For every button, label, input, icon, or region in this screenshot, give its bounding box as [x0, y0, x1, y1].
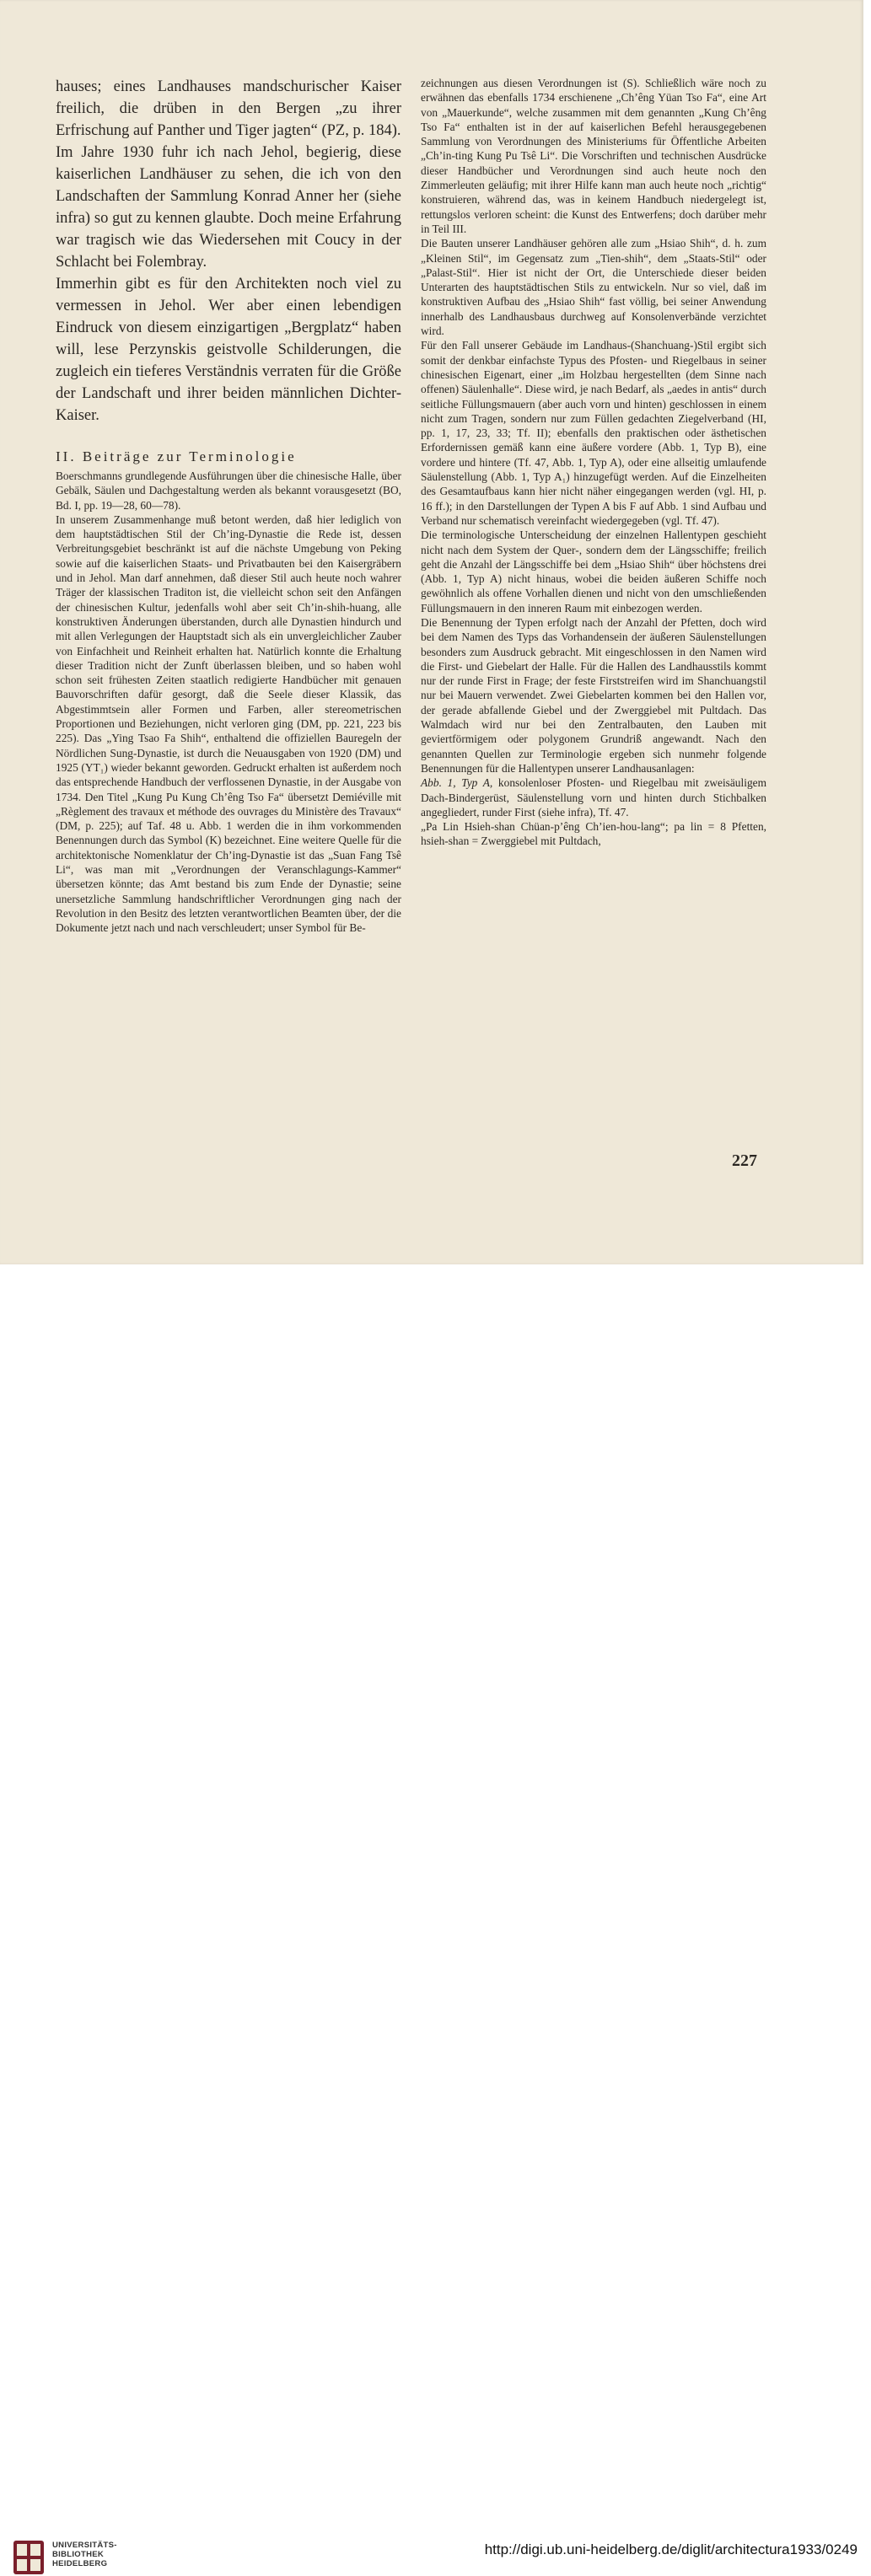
right-column: [421, 76, 766, 849]
intro-paragraph-3: Immerhin gibt es für den Architekten noch viel zu vermessen in Jehol. Wer aber einen lebendigen Eindruck von diesem einzigartigen „Bergplatz“ haben will, lese Perzynskis geistvolle Schilderungen, die zugleich ein tieferes Verständnis verraten für die Größe der Landschaft und ihrer beiden männlichen Dichter-Kaiser.: [56, 276, 401, 424]
body-paragraph: Boerschmanns grundlegende Ausführungen über die chinesische Halle, über Gebälk, Säulen und Dachgestaltung werden als bekannt vorausgesetzt (BO, Bd. I, pp. 19—28, 60—78).: [56, 470, 401, 512]
source-url-link[interactable]: http://digi.ub.uni-heidelberg.de/diglit/architectura1933/0249: [484, 2541, 858, 2557]
body-paragraph: Die terminologische Unterscheidung der einzelnen Hallentypen geschieht nicht nach dem System der Quer-, sondern dem der Längsschiffe; freilich geht die Anzahl der Längsschiffe bei dem „Hsiao Shih“ über höchstens drei (Abb. 1, Typ A) nicht hinaus, wobei die beiden äußeren Schiffe noch gewöhnlich als offene Vorhallen dienen und nicht von den umschließenden Füllungsmauern in den inneren Raum mit einbezogen werden.: [421, 529, 766, 614]
university-seal-icon: [12, 2539, 46, 2576]
intro-paragraph-2: Im Jahre 1930 fuhr ich nach Jehol, begierig, diese kaiserlichen Landhäuser zu sehen, die ich von den Landschaften der Sammlung Konrad Anner her (siehe infra) so gut zu kennen glaubte. Doch meine Erfahrung war tragisch wie das Wiedersehen mit Coucy in der Schlacht bei Folembray.: [56, 144, 401, 271]
body-paragraph: Die Bauten unserer Landhäuser gehören alle zum „Hsiao Shih“, d. h. zum „Kleinen Stil“, im Gegensatz zum „Tien-shih“, dem „Staats-Stil“ oder „Palast-Stil“. Hier ist nicht der Ort, die Unterschiede dieser beiden Unterarten des hauptstädtischen Stils zu entwickeln. Nur so viel, daß im konstruktiven Aufbau des „Hsiao Shih“ fast völlig, bei seiner Anwendung innerhalb des Landhausbaus durchweg auf Konsolenverbände verzichtet wird.: [421, 237, 766, 338]
left-column: [56, 76, 401, 936]
figure-label: Abb. 1, Typ A,: [421, 776, 493, 790]
body-paragraph: „Pa Lin Hsieh-shan Chüan-p’êng Ch’ien-hou-lang“; pa lin = 8 Pfetten, hsieh-shan = Zwerggiebel mit Pultdach,: [421, 820, 766, 848]
body-paragraph: zeichnungen aus diesen Verordnungen ist (S). Schließlich wäre noch zu erwähnen das ebenfalls 1734 erschienene „Ch’êng Yüan Tso Fa“, eine Art von „Mauerkunde“, welche zusammen mit dem genannten „Kung Ch’êng Tso Fa“ enthalten ist in der auf kaiserlichen Befehl herausgegebenen Sammlung von Verordnungen des Ministeriums für Öffentliche Arbeiten „Ch’in-ting Kung Pu Tsê Li“. Die Vorschriften und technischen Ausdrücke dieser Handbücher und Verordnungen sind auch heute noch den Zimmerleuten geläufig; mit ihrer Hilfe kann man auch heute noch „richtig“ konstruieren, während das, was in keinem Handbuch niedergelegt ist, rettungslos verloren scheint: die Kunst des Entwerfens; doch darüber mehr in Teil III.: [421, 77, 766, 235]
footer-bar: [0, 1264, 871, 2568]
figure-description: konsolenloser Pfosten- und Riegelbau mit zweisäuligem Dach-Bindergerüst, Säulenstellung vorn und hinten durch Stichbalken angegliedert, runder First (siehe infra), Tf. 47.: [421, 776, 767, 818]
page-number: 227: [732, 1151, 757, 1170]
body-paragraph: Die Benennung der Typen erfolgt nach der Anzahl der Pfetten, doch wird bei dem Namen des Typs das Vorhandensein der äußeren Säulenstellungen besonders zum Ausdruck gebracht. Mit eingeschlossen in den Namen wird die First- und Giebelart der Halle. Für die Hallen des Landhausstils kommt nur der runde First in Frage; der feste Firststreifen wird im Shanchuangstil nur bei Mauern verwendet. Zwei Giebelarten kommen bei den Hallen vor, der gerade abfallende Giebel und der Zwerggiebel mit Pultdach. Das Walmdach wird nur bei den Zentralbauten, den Lauben mit geviertförmigem oder polygonem Grundriß angewandt. Nach den genannten Quellen zur Terminologie ergeben sich nunmehr folgende Benennungen für die Hallentypen unserer Landhausanlagen:: [421, 615, 766, 775]
section-heading: II. Beiträge zur Terminologie: [56, 448, 297, 464]
figure-reference-paragraph: [421, 775, 766, 819]
scanned-page: [0, 0, 863, 1264]
intro-paragraph-1: hauses; eines Landhauses mandschurischer Kaiser freilich, die drüben in den Bergen „zu ihrer Erfrischung auf Panther und Tiger jagten“ (PZ, p. 184).: [56, 78, 401, 139]
body-paragraph: Für den Fall unserer Gebäude im Landhaus-(Shanchuang-)Stil ergibt sich somit der denkbar einfachste Typus des Pfosten- und Riegelbaus in seiner chinesischen Eigenart, einer „im Holzbau hergestellten (dem Sinne nach offenen) Säulenhalle“. Diese wird, je nach Bedarf, als „aedes in antis“ durch seitliche Füllungsmauern (aber auch vorn und hinten) geschlossen in einem nicht zum Tragen, sondern nur zum Füllen gedachten Ziegelverband (HI, pp. 1, 17, 23, 33; Tf. II); ebenfalls den praktischen oder ästhetischen Erfordernissen gemäß kann eine äußere vordere (Abb. 1, Typ B), eine vordere und hintere (Tf. 47, Abb. 1, Typ A), oder eine allseitig umlaufende Säulenstellung (Abb. 1, Typ A₁) hinzugefügt werden. Auf die Einzelheiten des Gesamtaufbaus kann hier nicht näher eingegangen werden (vgl. HI, p. 16 ff.); in den Darstellungen der Typen A bis F auf Abb. 1 sind Aufbau und Verband nur schematisch vereinfacht wiedergegeben (vgl. Tf. 47).: [421, 339, 766, 527]
body-paragraph: In unserem Zusammenhange muß betont werden, daß hier lediglich von dem hauptstädtischen Stil der Ch’ing-Dynastie die Rede ist, dessen Verbreitungsgebiet beschränkt ist auf die nächste Umgebung von Peking sowie auf die kaiserlichen Staats- und Privatbauten bei den Kaisergräbern und in Jehol. Man darf annehmen, daß dieser Stil auch heute noch wahrer Träger der klassischen Traditon ist, die vielleicht schon seit den Anfängen der chinesischen Kultur, jedenfalls wohl aber seit Ch’in-shih-huang, alle konstruktiven Änderungen überstanden, durch alle Dynastien hindurch und mit allen Verlegungen der Hauptstadt sich als ein unvergleichlicher Zauber von Einfachheit und Reinheit erhalten hat. Natürlich konnte die Erhaltung dieser Tradition nicht der Zunft überlassen bleiben, und so haben wohl schon seit frühesten Zeiten staatlich redigierte Handbücher mit genauen Bauvorschriften dafür gesorgt, daß die Seele dieser Klassik, das Abgestimmtsein aller Formen und Farben, aller stereometrischen Proportionen und Beziehungen, nicht verloren ging (DM, pp. 221, 223 bis 225). Das „Ying Tsao Fa Shih“, enthaltend die offiziellen Bauregeln der Nördlichen Sung-Dynastie, ist durch die Neuausgaben von 1920 (DM) und 1925 (YT₁) wieder bekannt geworden. Gedruckt erhalten ist außerdem noch das entsprechende Handbuch der verflossenen Dynastie, in der Ausgabe von 1734. Den Titel „Kung Pu Kung Ch’êng Tso Fa“ übersetzt Demiéville mit „Règlement des travaux et méthode des ouvrages du Ministère des Travaux“ (DM, p. 225); auf Taf. 48 u. Abb. 1 werden die in ihm vorkommenden Benennungen durch das Symbol (K) bezeichnet. Eine weitere Quelle für die architektonische Nomenklatur der Ch’ing-Dynastie ist das „Suan Fang Tsê Li“, was man mit „Verordnungen der Veranschlagungs-Kammer“ übersetzen könnte; das Amt bestand bis zum Ende der Dynastie; seine unersetzliche Sammlung handschriftlicher Verordnungen ging nach der Revolution in den Besitz des letzten verantwortlichen Beamten über, der die Dokumente jetzt nach und nach verschleudert; unser Symbol für Be-: [56, 513, 401, 935]
library-name: UNIVERSITÄTS- BIBLIOTHEK HEIDELBERG: [52, 2541, 117, 2568]
